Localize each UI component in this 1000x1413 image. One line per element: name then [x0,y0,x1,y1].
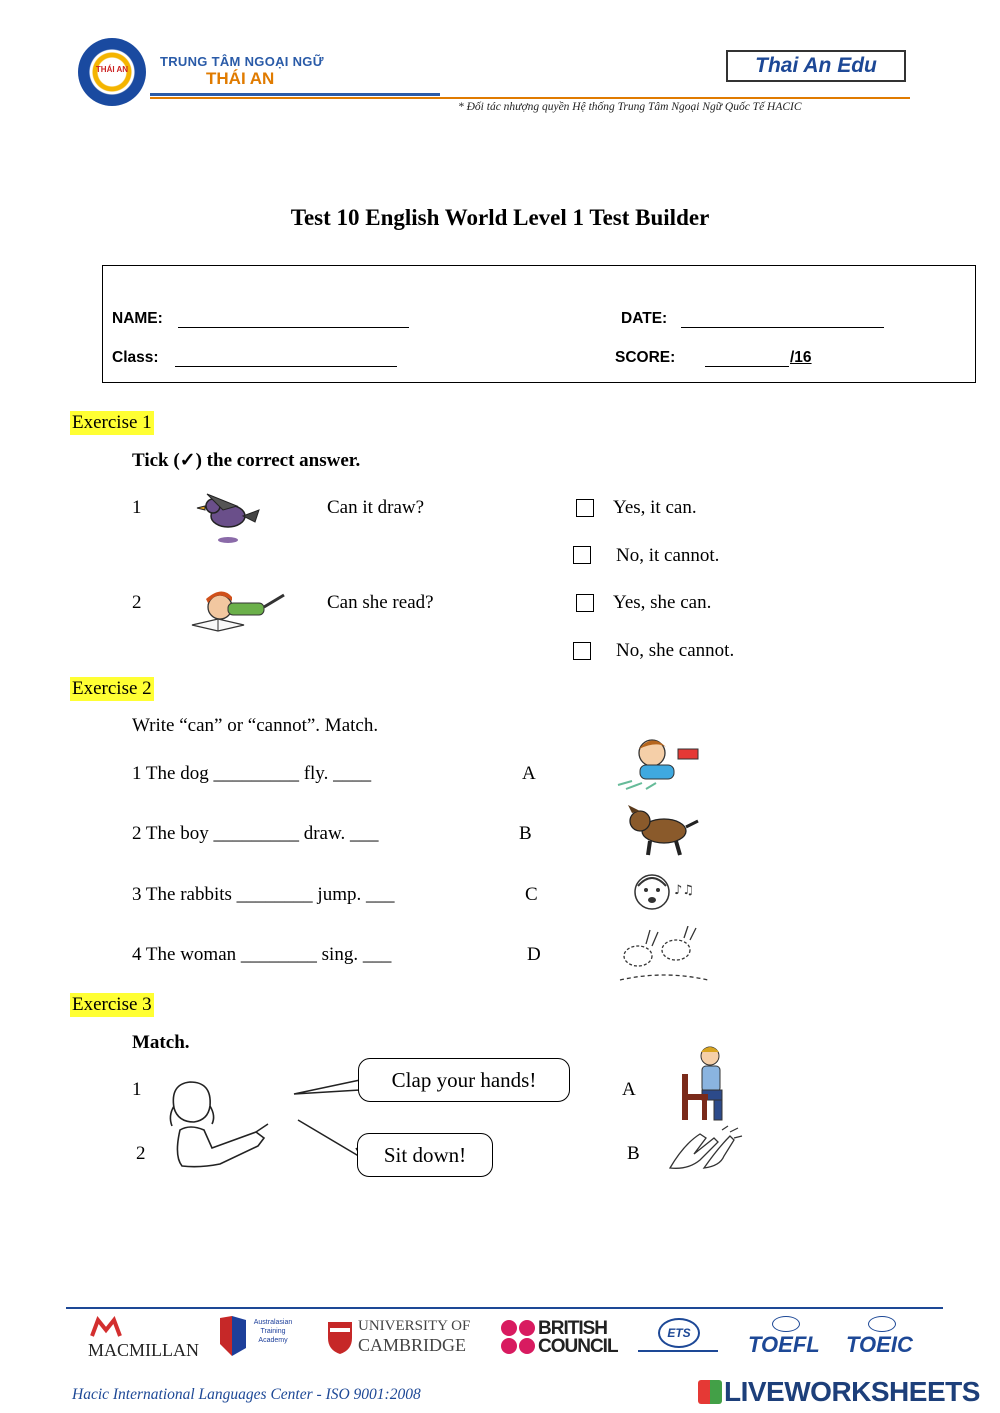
ex1-item-2-option-1: Yes, she can. [613,592,712,613]
ex2-row-1-verb: fly. [303,763,329,784]
date-label: DATE: [621,310,668,327]
macmillan-icon [90,1316,124,1338]
ex3-letter-b: B [627,1143,640,1164]
footer-rule [66,1307,943,1309]
partner-note: * Đối tác nhượng quyền Hệ thống Trung Tâm Ngoại Ngữ Quốc Tế HACIC [458,101,802,113]
cambridge-logo [326,1318,476,1358]
ex2-row-1-blank[interactable]: _________ [213,763,299,784]
ex1-item-2-option-2-checkbox[interactable] [573,642,591,660]
date-field[interactable] [681,313,884,328]
ex2-row-4-subject: 4 The woman [132,944,237,965]
class-field[interactable] [175,352,397,367]
exercise-2-label: Exercise 2 [72,678,152,699]
ex1-item-2-number: 2 [132,592,142,613]
boy-sitting-image [676,1044,732,1122]
council-text: COUNCIL [538,1336,618,1357]
teacher-pointing-image [160,1076,270,1172]
macmillan-text: MACMILLAN [88,1340,199,1360]
bird-image [193,488,263,548]
class-label: Class: [112,349,159,366]
ex2-letter-b: B [519,823,532,844]
british-council-logo [500,1318,616,1358]
liveworksheets-text: LIVEWORKSHEETS [724,1376,980,1407]
ex2-row-3-match-blank[interactable]: ___ [365,884,395,905]
ex1-item-1-question: Can it draw? [327,497,425,518]
ex2-row-3-blank[interactable]: ________ [236,884,313,905]
center-logo [78,38,146,106]
boy-drawing-image [612,733,704,793]
ex2-row-3-verb: jump. [317,884,362,905]
score-total: /16 [790,349,812,366]
ex2-row-4-match-blank[interactable]: ___ [362,944,392,965]
score-label: SCORE: [615,349,676,366]
ex2-row-1-match-blank[interactable]: ____ [333,763,372,784]
exercise-3-instruction: Match. [132,1032,190,1053]
exercise-1-instruction: Tick (✓) the correct answer. [132,450,361,471]
score-field[interactable] [705,352,789,367]
exercise-2-instruction: Write “can” or “cannot”. Match. [132,715,379,736]
page-title: Test 10 English World Level 1 Test Builder [290,205,710,230]
liveworksheets-icon [698,1380,722,1404]
ex1-item-1-number: 1 [132,497,142,518]
header-rule-blue [150,93,440,96]
girl-reading-image [188,585,288,645]
ex3-number-2: 2 [136,1143,146,1164]
ex2-row-2 [132,823,378,845]
ex2-row-3 [132,884,394,906]
exercise-3-label: Exercise 3 [72,994,152,1015]
cambridge-text-2: CAMBRIDGE [358,1335,467,1355]
woman-singing-image [630,870,702,916]
ex1-item-2-question: Can she read? [327,592,434,613]
svg-text:♪♫: ♪♫ [674,883,694,898]
ex2-row-1 [132,763,371,785]
ex2-row-3-subject: 3 The rabbits [132,884,232,905]
ex3-number-1: 1 [132,1079,142,1100]
ex1-item-1-option-1: Yes, it can. [613,497,697,518]
british-council-dots-icon [500,1319,536,1355]
ex1-item-1-option-1-checkbox[interactable] [576,499,594,517]
speech-bubble-sit: Sit down! [357,1133,493,1177]
ex2-letter-a: A [522,763,536,784]
rabbits-jumping-image [616,926,712,988]
ex2-row-2-match-blank[interactable]: ___ [349,823,379,844]
toefl-text: TOEFL [748,1332,820,1357]
center-name-2: THÁI AN [206,69,275,88]
australasian-logo [218,1314,298,1360]
name-label: NAME: [112,310,163,327]
cambridge-text-1: UNIVERSITY OF [358,1318,471,1334]
australasian-text: Australasian Training Academy [253,1319,293,1344]
toeic-ets-badge [868,1316,896,1332]
ex2-row-2-subject: 2 The boy [132,823,209,844]
macmillan-logo [88,1316,198,1360]
british-text: BRITISH [538,1318,607,1339]
ex2-letter-d: D [527,944,541,965]
speech-bubble-clap: Clap your hands! [358,1058,570,1102]
ex2-row-1-subject: 1 The dog [132,763,209,784]
australasian-icon [218,1314,248,1358]
cambridge-crest-icon [326,1320,354,1354]
ets-tagline-rule [638,1350,718,1352]
name-field[interactable] [178,313,409,328]
dog-image [626,803,700,859]
footer-note: Hacic International Languages Center - ISO 9001:2008 [72,1386,421,1403]
ex2-row-2-verb: draw. [303,823,346,844]
ex2-letter-c: C [525,884,538,905]
brand-logo: Thai An Edu [726,50,906,82]
ets-text: ETS [658,1318,700,1348]
ets-logo [638,1318,718,1358]
toefl-logo [748,1316,828,1360]
toeic-logo [846,1316,926,1360]
header-rule-orange [150,97,910,99]
ex1-item-1-option-2-checkbox[interactable] [573,546,591,564]
toeic-text: TOEIC [846,1332,913,1357]
ex1-item-2-option-2: No, she cannot. [616,640,735,661]
ex2-row-2-blank[interactable]: _________ [213,823,299,844]
ex1-item-2-option-1-checkbox[interactable] [576,594,594,612]
logo-text: THÁI AN [95,65,129,74]
ex2-row-4-verb: sing. [321,944,359,965]
clapping-hands-image [664,1124,744,1174]
ex2-row-4 [132,944,391,966]
toefl-ets-badge [772,1316,800,1332]
ex2-row-4-blank[interactable]: ________ [240,944,317,965]
center-name: TRUNG TÂM NGOẠI NGỮ [160,54,324,69]
ex1-item-1-option-2: No, it cannot. [616,545,720,566]
liveworksheets-watermark [698,1376,980,1408]
ex3-letter-a: A [622,1079,636,1100]
exercise-1-label: Exercise 1 [72,412,152,433]
